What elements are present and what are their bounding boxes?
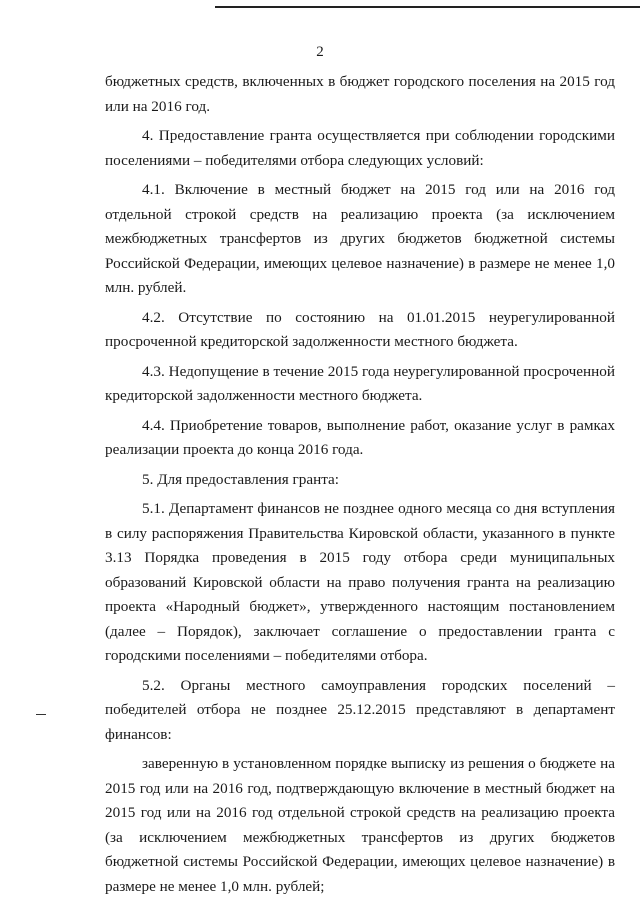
paragraph-4-4: 4.4. Приобретение товаров, выполнение работ, оказание услуг в рамках реализации проекта до конца 2016 года. (105, 416, 615, 458)
paragraph-5-1: 5.1. Департамент финансов не позднее одного месяца со дня вступления в силу распоряжения Правительства Кировской области, указанного в пункте 3.13 Порядка проведения в 2015 году отбора среди муниципальных образований Кировской области на право получения гранта на реализацию проекта «Народный бюджет», утвержденного настоящим постановлением (далее – Порядок), заключает соглашение о предоставлении гранта с городскими поселениями – победителями отбора. (105, 500, 615, 664)
paragraph-4-1: 4.1. Включение в местный бюджет на 2015 год или на 2016 год отдельной строкой средств на реализацию проекта (за исключением межбюджетных трансфертов из других бюджетов бюджетной системы Российской Федерации, имеющих целевое назначение) в размере не менее 1,0 млн. рублей. (105, 181, 615, 296)
paragraph-5-2: 5.2. Органы местного самоуправления городских поселений – победителей отбора не позднее 25.12.2015 представляют в департамент финансов: (105, 676, 615, 743)
margin-mark (36, 714, 46, 715)
page-number: 2 (316, 44, 324, 60)
paragraph-continuation: бюджетных средств, включенных в бюджет городского поселения на 2015 год или на 2016 год. (105, 73, 615, 115)
paragraph-4-3: 4.3. Недопущение в течение 2015 года неурегулированной просроченной кредиторской задолженности местного бюджета. (105, 362, 615, 404)
paragraph-5-2-item: заверенную в установленном порядке выписку из решения о бюджете на 2015 год или на 2016 год, подтверждающую включение в местный бюджет на 2015 год или на 2016 год отдельной строкой средств на реализацию проекта (за исключением межбюджетных трансфертов из других бюджетов бюджетной системы Российской Федерации, имеющих целевое назначение) в размере не менее 1,0 млн. рублей; (105, 755, 615, 895)
paragraph-4: 4. Предоставление гранта осуществляется при соблюдении городскими поселениями – победителями отбора следующих условий: (105, 127, 615, 169)
paragraph-4-2: 4.2. Отсутствие по состоянию на 01.01.2015 неурегулированной просроченной кредиторской задолженности местного бюджета. (105, 308, 615, 350)
document-body (105, 70, 615, 904)
top-border-line (215, 6, 640, 8)
paragraph-5: 5. Для предоставления гранта: (142, 470, 339, 488)
